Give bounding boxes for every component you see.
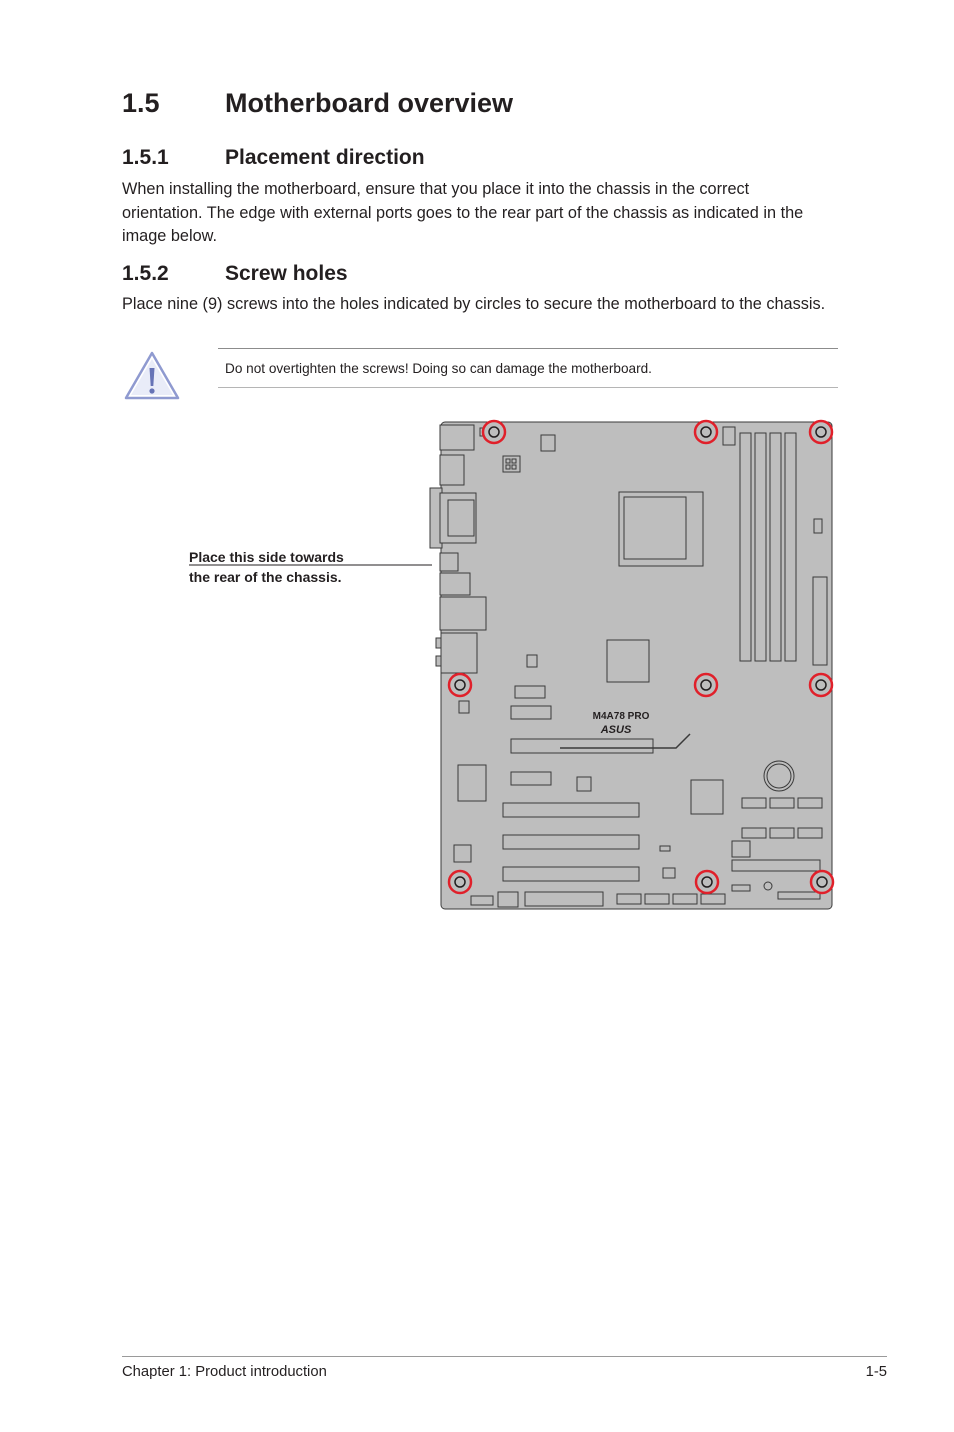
subsection-number: 1.5.1 bbox=[122, 146, 169, 169]
note-text: Do not overtighten the screws! Doing so can damage the motherboard. bbox=[225, 361, 652, 376]
brand-logo: ASUS bbox=[600, 724, 632, 736]
section-number: 1.5 bbox=[122, 88, 160, 118]
subsection-number: 1.5.2 bbox=[122, 262, 169, 285]
screw-hole bbox=[810, 421, 832, 443]
screw-hole bbox=[449, 871, 471, 893]
board-model-label: M4A78 PRO bbox=[592, 711, 650, 722]
subsection-title: Placement direction bbox=[225, 146, 425, 169]
screws-paragraph: Place nine (9) screws into the holes indicated by circles to secure the motherboard to the chassis. bbox=[122, 295, 826, 313]
placement-paragraph: When installing the motherboard, ensure that you place it into the chassis in the correct orientation. The edge with external ports goes to the rear part of the chassis as indicated in the image below. bbox=[122, 180, 804, 245]
footer-chapter: Chapter 1: Product introduction bbox=[122, 1364, 327, 1380]
footer-divider bbox=[122, 1356, 887, 1357]
screw-hole bbox=[695, 421, 717, 443]
screw-hole bbox=[695, 674, 717, 696]
cmos-battery bbox=[764, 761, 794, 791]
screw-hole bbox=[810, 674, 832, 696]
callout-line-2: the rear of the chassis. bbox=[189, 569, 342, 585]
footer-page-number: 1-5 bbox=[865, 1364, 887, 1380]
screw-hole bbox=[483, 421, 505, 443]
screw-hole bbox=[696, 871, 718, 893]
screw-hole bbox=[811, 871, 833, 893]
subsection-title: Screw holes bbox=[225, 262, 348, 285]
callout-line-1: Place this side towards bbox=[189, 549, 344, 565]
section-title: Motherboard overview bbox=[225, 88, 514, 118]
screw-hole bbox=[449, 674, 471, 696]
